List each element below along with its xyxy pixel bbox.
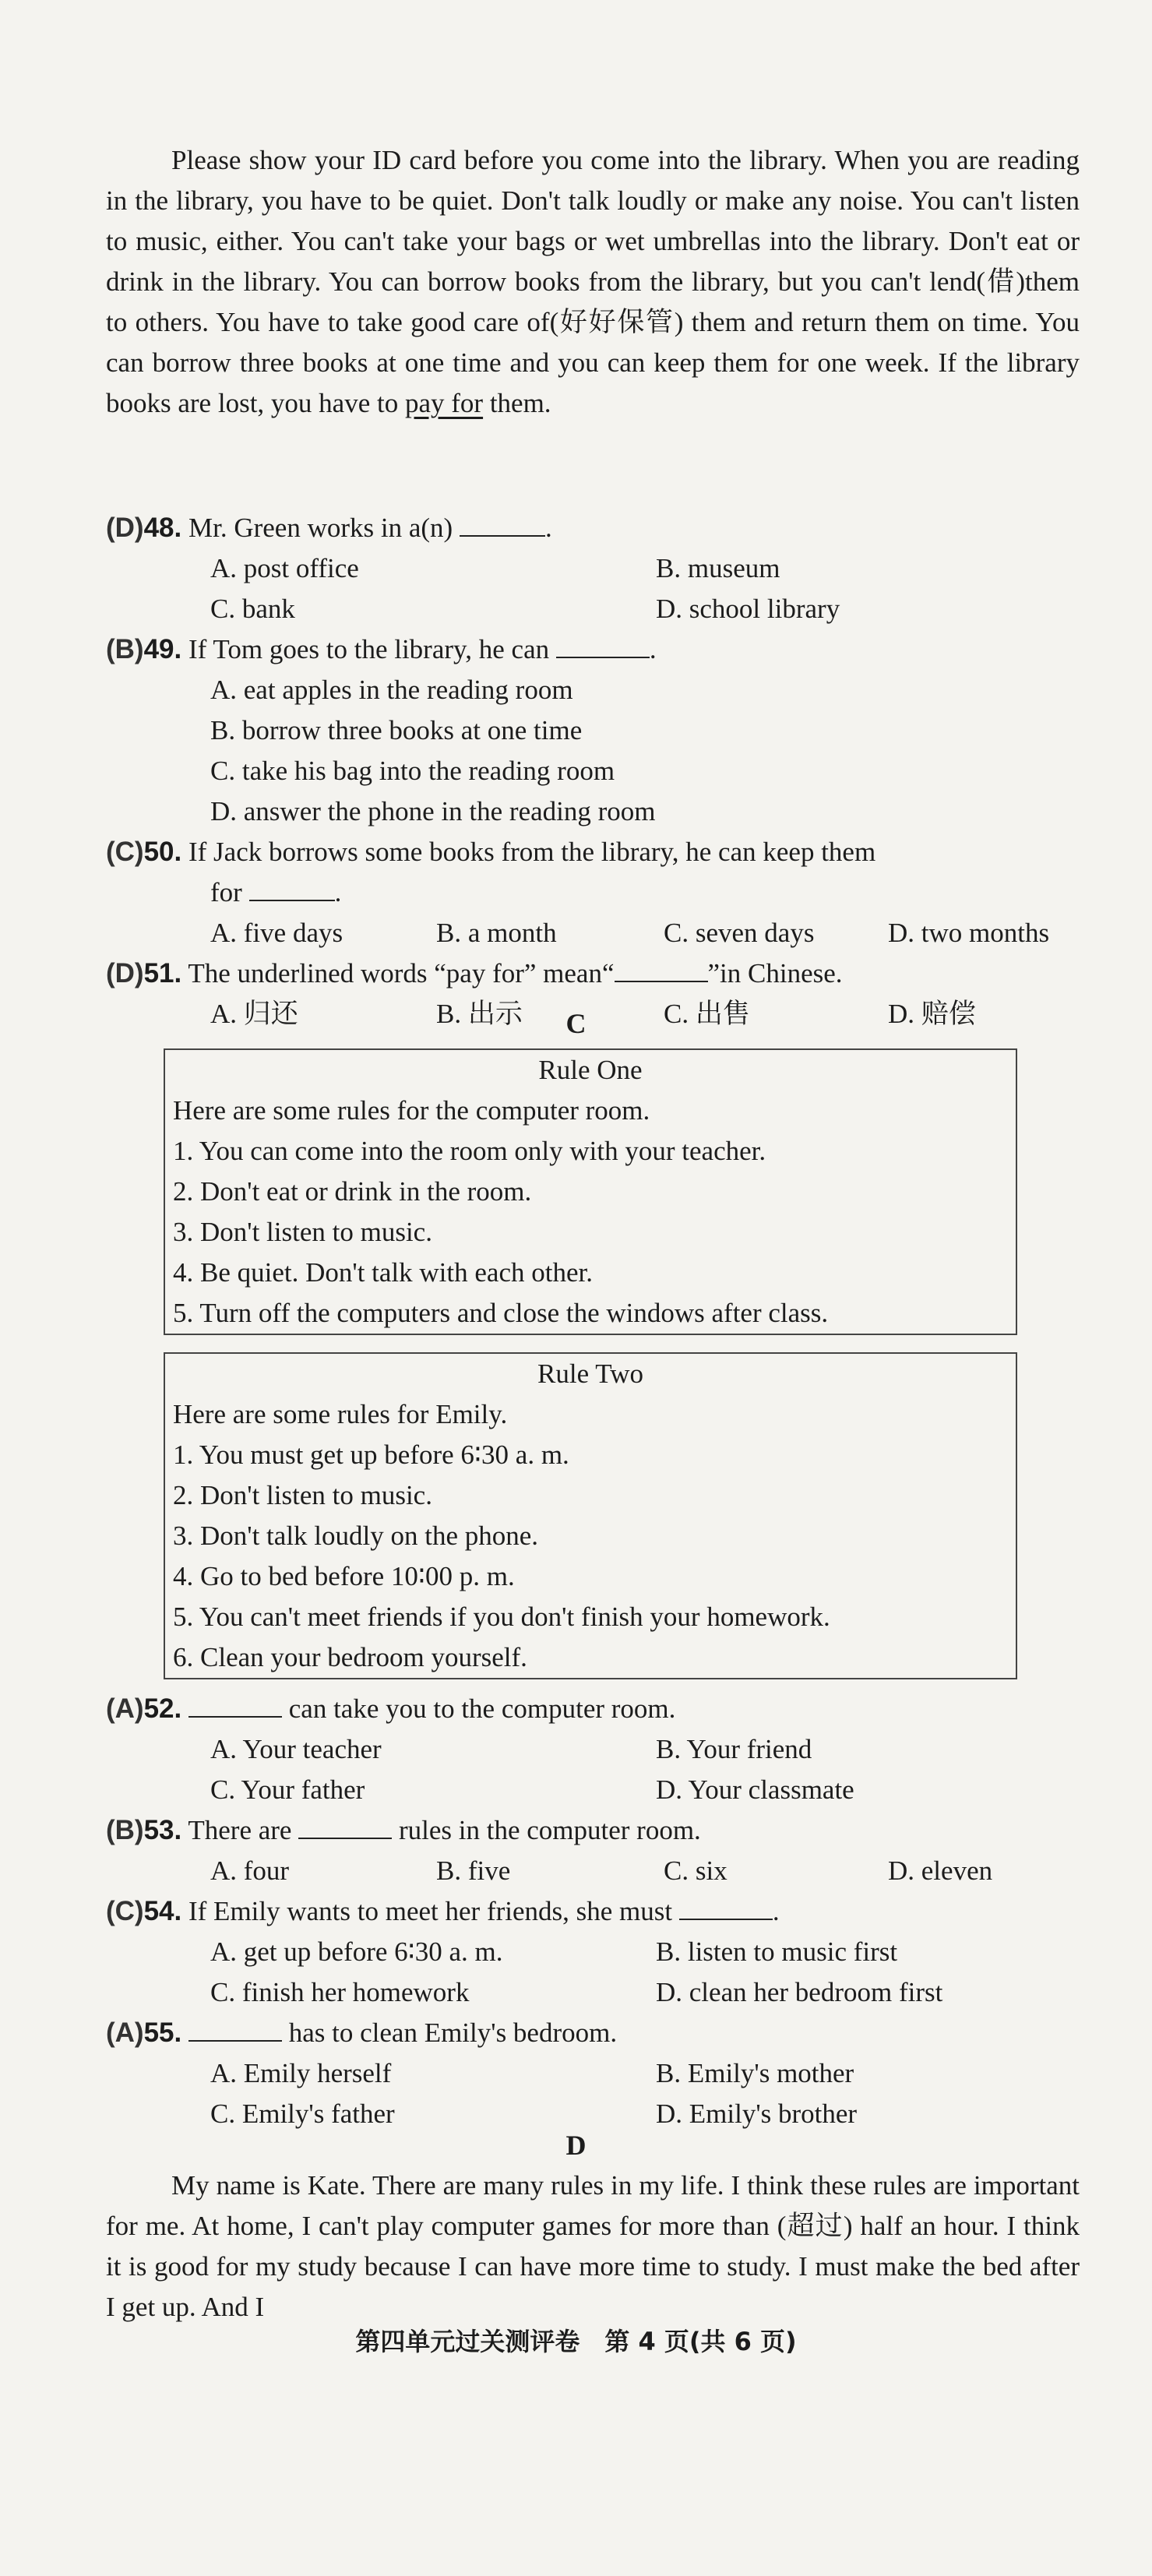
- option-48-c: C. bank: [210, 594, 295, 624]
- answer-mark: (C): [106, 837, 144, 867]
- option-49-c: C. take his bag into the reading room: [210, 756, 615, 786]
- question-stem-before: If Emily wants to meet her friends, she must: [188, 1896, 673, 1926]
- option-53-b: B. five: [436, 1855, 511, 1886]
- passage-b: [106, 140, 1080, 424]
- question-after: ”in Chinese.: [707, 958, 843, 988]
- option-52-a: A. Your teacher: [210, 1734, 382, 1764]
- question-50-line-2: [210, 872, 833, 913]
- option-50-a: A. five days: [210, 918, 343, 948]
- rule-line: 2. Don't eat or drink in the room.: [173, 1176, 532, 1207]
- question-48: [106, 508, 1087, 548]
- option-48-b: B. museum: [656, 553, 780, 583]
- question-stem: .: [772, 1896, 780, 1926]
- option-54-d: D. clean her bedroom first: [656, 1977, 943, 2007]
- option-52-c: C. Your father: [210, 1774, 365, 1805]
- option-51-a: A. 归还: [210, 999, 298, 1029]
- rule-line: 5. You can't meet friends if you don't finish your homework.: [173, 1602, 830, 1632]
- option-52-d: D. Your classmate: [656, 1774, 854, 1805]
- question-stem: If Jack borrows some books from the library, he can keep them: [188, 837, 876, 867]
- option-50-d: D. two months: [888, 918, 1050, 948]
- option-54-b: B. listen to music first: [656, 1936, 898, 1967]
- section-c-heading: C: [565, 1008, 587, 1039]
- option-55-c: C. Emily's father: [210, 2099, 395, 2129]
- answer-mark: (A): [106, 1693, 144, 1724]
- question-stem-before: There are: [188, 1815, 292, 1845]
- answer-mark: (D): [106, 958, 144, 988]
- option-51-c: C. 出售: [664, 999, 750, 1029]
- option-50-c: C. seven days: [664, 918, 815, 948]
- page-footer: 第四单元过关测评卷 第 4 页(共 6 页): [355, 2327, 797, 2356]
- answer-blank: [615, 957, 708, 982]
- option-50-b: B. a month: [436, 918, 557, 948]
- question-number: 50.: [143, 837, 182, 867]
- rule-line: Here are some rules for Emily.: [173, 1399, 508, 1429]
- option-51-b: B. 出示: [436, 999, 523, 1029]
- question-52: [106, 1689, 1087, 1729]
- option-52-b: B. Your friend: [656, 1734, 812, 1764]
- question-54: [106, 1891, 1087, 1932]
- rule-one-title: Rule One: [538, 1055, 643, 1085]
- question-number: 52.: [143, 1693, 182, 1724]
- option-49-b: B. borrow three books at one time: [210, 715, 583, 745]
- rule-line: 1. You can come into the room only with your teacher.: [173, 1136, 766, 1166]
- rule-two-box: [164, 1352, 1017, 1679]
- option-55-d: D. Emily's brother: [656, 2099, 858, 2129]
- rule-one-box: [164, 1048, 1017, 1335]
- option-54-c: C. finish her homework: [210, 1977, 470, 2007]
- option-48-d: D. school library: [656, 594, 840, 624]
- answer-blank: [249, 876, 335, 901]
- answer-mark: (B): [106, 634, 144, 664]
- question-number: 53.: [143, 1815, 182, 1845]
- rule-line: 3. Don't listen to music.: [173, 1217, 432, 1247]
- passage-b-text-2: them.: [483, 388, 551, 418]
- answer-blank: [188, 1693, 282, 1718]
- question-number: 55.: [143, 2017, 182, 2048]
- answer-mark: (A): [106, 2017, 144, 2048]
- question-50: [106, 832, 1087, 872]
- passage-b-text-1: Please show your ID card before you come into the library. When you are reading in the library, you have to be quiet. Don't talk loudly or make any noise. You can't listen to music, either. You can't take your bags or wet umbrellas into the library. Don't eat or drink in the library. You can borrow books from the library, but you can't lend(借)them to others. You have to take good care of(好好保管) them and return them on time. You can borrow three books at one time and you can keep them for one week. If the library books are lost, you have to: [106, 145, 1080, 418]
- question-number: 49.: [143, 634, 182, 664]
- rule-line: 3. Don't talk loudly on the phone.: [173, 1521, 539, 1551]
- question-stem-2: for: [210, 877, 242, 907]
- underlined-pay-for: pay for: [404, 388, 484, 418]
- option-54-a: A. get up before 6∶30 a. m.: [210, 1936, 503, 1967]
- question-stem: Mr. Green works in a(n): [188, 513, 453, 543]
- question-51: [106, 953, 1087, 994]
- rule-line: 2. Don't listen to music.: [173, 1480, 432, 1510]
- answer-blank: [188, 2017, 282, 2042]
- answer-blank: [556, 633, 650, 658]
- question-after: .: [334, 877, 342, 907]
- answer-mark: (C): [106, 1896, 144, 1926]
- question-stem: The underlined words “pay for” mean“: [188, 958, 615, 988]
- question-number: 48.: [143, 513, 182, 543]
- option-48-a: A. post office: [210, 553, 359, 583]
- option-51-d: D. 赔偿: [888, 999, 976, 1029]
- answer-blank: [679, 1895, 773, 1920]
- option-53-c: C. six: [664, 1855, 727, 1886]
- question-number: 54.: [143, 1896, 182, 1926]
- answer-mark: (D): [106, 513, 144, 543]
- question-after: .: [649, 634, 657, 664]
- question-number: 51.: [143, 958, 182, 988]
- passage-d: My name is Kate. There are many rules in my life. I think these rules are important for me. At home, I can't play computer games for more than (超过) half an hour. I think it is good for my study because I can have more time to study. I must make the bed after I get up. And I: [106, 2170, 1080, 2322]
- question-53: [106, 1810, 1087, 1851]
- rule-line: 4. Go to bed before 10∶00 p. m.: [173, 1561, 515, 1591]
- rule-two-title: Rule Two: [537, 1358, 643, 1389]
- option-55-a: A. Emily herself: [210, 2058, 392, 2088]
- rule-line: 1. You must get up before 6∶30 a. m.: [173, 1440, 569, 1470]
- rule-line: Here are some rules for the computer room.: [173, 1095, 650, 1126]
- question-stem: has to clean Emily's bedroom.: [288, 2017, 618, 2048]
- option-49-a: A. eat apples in the reading room: [210, 675, 573, 705]
- rule-line: 6. Clean your bedroom yourself.: [173, 1642, 527, 1672]
- rule-line: 5. Turn off the computers and close the windows after class.: [173, 1298, 829, 1328]
- question-55: [106, 2013, 1087, 2053]
- rule-line: 4. Be quiet. Don't talk with each other.: [173, 1257, 593, 1288]
- section-d-heading: D: [565, 2130, 587, 2161]
- option-55-b: B. Emily's mother: [656, 2058, 854, 2088]
- question-stem: rules in the computer room.: [398, 1815, 701, 1845]
- answer-blank: [298, 1814, 392, 1839]
- question-stem: If Tom goes to the library, he can: [188, 634, 550, 664]
- option-53-a: A. four: [210, 1855, 290, 1886]
- question-after: .: [544, 513, 552, 543]
- option-49-d: D. answer the phone in the reading room: [210, 796, 656, 826]
- option-53-d: D. eleven: [888, 1855, 993, 1886]
- answer-mark: (B): [106, 1815, 144, 1845]
- question-49: [106, 629, 1087, 670]
- question-stem: can take you to the computer room.: [288, 1693, 676, 1724]
- answer-blank: [460, 512, 545, 537]
